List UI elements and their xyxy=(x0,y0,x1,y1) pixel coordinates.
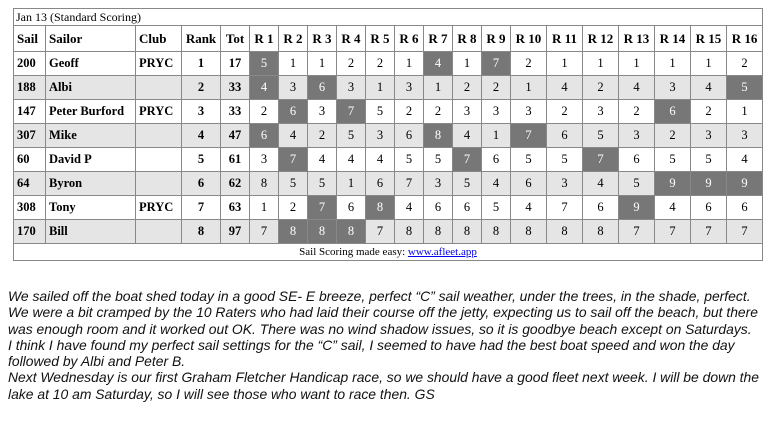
race-score-cell: 1 xyxy=(395,52,424,76)
race-score-cell: 4 xyxy=(453,124,482,148)
footer-cell xyxy=(14,244,763,261)
sailor-name-cell: David P xyxy=(46,148,136,172)
sail-number-cell: 200 xyxy=(14,52,46,76)
race-score-cell: 3 xyxy=(619,124,655,148)
sailor-name-cell: Albi xyxy=(46,76,136,100)
race-score-discarded-cell: 6 xyxy=(250,124,279,148)
race-score-cell: 8 xyxy=(482,220,511,244)
column-header: Tot xyxy=(221,26,250,52)
race-score-cell: 3 xyxy=(547,172,583,196)
race-score-cell: 1 xyxy=(511,76,547,100)
race-score-cell: 4 xyxy=(511,196,547,220)
race-score-cell: 3 xyxy=(655,76,691,100)
column-header: Rank xyxy=(182,26,221,52)
race-score-cell: 2 xyxy=(424,100,453,124)
race-score-cell: 8 xyxy=(250,172,279,196)
race-score-discarded-cell: 6 xyxy=(308,76,337,100)
column-header: R 9 xyxy=(482,26,511,52)
total-cell: 97 xyxy=(221,220,250,244)
club-cell: PRYC xyxy=(136,100,182,124)
total-cell: 33 xyxy=(221,76,250,100)
race-report xyxy=(8,288,760,402)
column-header: R 1 xyxy=(250,26,279,52)
club-cell xyxy=(136,124,182,148)
race-score-cell: 2 xyxy=(511,52,547,76)
race-score-cell: 2 xyxy=(308,124,337,148)
table-row xyxy=(14,76,763,100)
race-score-discarded-cell: 8 xyxy=(424,124,453,148)
race-score-cell: 3 xyxy=(727,124,763,148)
race-score-cell: 7 xyxy=(547,196,583,220)
column-header: R 10 xyxy=(511,26,547,52)
race-score-cell: 2 xyxy=(482,76,511,100)
race-score-cell: 8 xyxy=(395,220,424,244)
race-score-cell: 7 xyxy=(655,220,691,244)
race-score-cell: 5 xyxy=(424,148,453,172)
table-row xyxy=(14,52,763,76)
race-score-cell: 6 xyxy=(511,172,547,196)
race-score-cell: 5 xyxy=(453,172,482,196)
race-score-discarded-cell: 7 xyxy=(308,196,337,220)
race-score-cell: 3 xyxy=(482,100,511,124)
race-score-discarded-cell: 7 xyxy=(583,148,619,172)
race-score-cell: 2 xyxy=(279,196,308,220)
race-score-cell: 1 xyxy=(337,172,366,196)
race-score-cell: 4 xyxy=(366,148,395,172)
race-score-cell: 3 xyxy=(511,100,547,124)
race-score-cell: 3 xyxy=(250,148,279,172)
race-score-cell: 3 xyxy=(337,76,366,100)
rank-cell: 3 xyxy=(182,100,221,124)
table-row xyxy=(14,100,763,124)
race-score-cell: 1 xyxy=(691,52,727,76)
race-score-cell: 3 xyxy=(691,124,727,148)
race-score-cell: 1 xyxy=(453,52,482,76)
race-score-cell: 2 xyxy=(727,52,763,76)
column-header: R 2 xyxy=(279,26,308,52)
race-score-cell: 6 xyxy=(482,148,511,172)
rank-cell: 8 xyxy=(182,220,221,244)
race-score-cell: 5 xyxy=(337,124,366,148)
rank-cell: 7 xyxy=(182,196,221,220)
race-score-cell: 1 xyxy=(727,100,763,124)
race-score-cell: 2 xyxy=(250,100,279,124)
race-score-cell: 6 xyxy=(395,124,424,148)
results-table xyxy=(13,8,763,261)
race-score-cell: 5 xyxy=(482,196,511,220)
race-score-discarded-cell: 7 xyxy=(453,148,482,172)
sail-number-cell: 60 xyxy=(14,148,46,172)
afleet-link[interactable]: www.afleet.app xyxy=(407,246,477,258)
race-score-discarded-cell: 9 xyxy=(691,172,727,196)
race-score-cell: 7 xyxy=(691,220,727,244)
race-score-cell: 5 xyxy=(511,148,547,172)
column-header: R 5 xyxy=(366,26,395,52)
race-score-cell: 1 xyxy=(424,76,453,100)
race-score-cell: 8 xyxy=(453,220,482,244)
race-score-cell: 5 xyxy=(308,172,337,196)
race-score-cell: 6 xyxy=(727,196,763,220)
race-score-cell: 6 xyxy=(583,196,619,220)
rank-cell: 1 xyxy=(182,52,221,76)
column-header: Sail xyxy=(14,26,46,52)
race-score-discarded-cell: 7 xyxy=(511,124,547,148)
race-score-cell: 3 xyxy=(583,100,619,124)
race-score-cell: 1 xyxy=(583,52,619,76)
race-score-discarded-cell: 9 xyxy=(619,196,655,220)
race-score-cell: 5 xyxy=(366,100,395,124)
footer-text: Sail Scoring made easy: xyxy=(299,246,408,258)
sailor-name-cell: Peter Burford xyxy=(46,100,136,124)
race-score-cell: 2 xyxy=(366,52,395,76)
race-score-cell: 5 xyxy=(655,148,691,172)
race-score-cell: 6 xyxy=(453,196,482,220)
race-score-discarded-cell: 6 xyxy=(655,100,691,124)
race-score-cell: 4 xyxy=(395,196,424,220)
club-cell xyxy=(136,220,182,244)
total-cell: 17 xyxy=(221,52,250,76)
race-score-cell: 1 xyxy=(366,76,395,100)
race-score-cell: 8 xyxy=(583,220,619,244)
race-score-cell: 3 xyxy=(395,76,424,100)
caption-row xyxy=(14,9,763,26)
table-row xyxy=(14,124,763,148)
race-score-cell: 5 xyxy=(691,148,727,172)
race-score-cell: 6 xyxy=(366,172,395,196)
column-header: R 6 xyxy=(395,26,424,52)
race-score-cell: 6 xyxy=(337,196,366,220)
race-score-cell: 5 xyxy=(547,148,583,172)
race-score-cell: 6 xyxy=(547,124,583,148)
race-score-cell: 5 xyxy=(583,124,619,148)
race-score-discarded-cell: 8 xyxy=(279,220,308,244)
race-score-cell: 1 xyxy=(655,52,691,76)
rank-cell: 4 xyxy=(182,124,221,148)
race-score-cell: 8 xyxy=(511,220,547,244)
race-score-cell: 1 xyxy=(250,196,279,220)
race-score-cell: 4 xyxy=(279,124,308,148)
club-cell: PRYC xyxy=(136,52,182,76)
header-row xyxy=(14,26,763,52)
race-score-discarded-cell: 4 xyxy=(250,76,279,100)
total-cell: 62 xyxy=(221,172,250,196)
report-paragraph: I think I have found my perfect sail settings for the “C” sail, I seemed to have had the best boat speed and won the day followed by Albi and Peter B. xyxy=(8,336,735,370)
race-score-cell: 5 xyxy=(279,172,308,196)
race-score-cell: 1 xyxy=(279,52,308,76)
sailor-name-cell: Bill xyxy=(46,220,136,244)
sailor-name-cell: Tony xyxy=(46,196,136,220)
race-score-cell: 2 xyxy=(583,76,619,100)
race-score-cell: 4 xyxy=(308,148,337,172)
race-score-cell: 4 xyxy=(727,148,763,172)
club-cell xyxy=(136,76,182,100)
column-header: R 14 xyxy=(655,26,691,52)
column-header: R 13 xyxy=(619,26,655,52)
column-header: R 4 xyxy=(337,26,366,52)
race-score-cell: 4 xyxy=(337,148,366,172)
total-cell: 47 xyxy=(221,124,250,148)
race-score-discarded-cell: 4 xyxy=(424,52,453,76)
race-score-discarded-cell: 7 xyxy=(337,100,366,124)
report-paragraph: Next Wednesday is our first Graham Fletcher Handicap race, so we should have a good fleet next week. I will be down the lake at 10 am Saturday, so I will see those who want to race then. GS xyxy=(8,369,759,402)
race-score-cell: 1 xyxy=(482,124,511,148)
sailor-name-cell: Mike xyxy=(46,124,136,148)
column-header: R 7 xyxy=(424,26,453,52)
column-header: Club xyxy=(136,26,182,52)
race-score-cell: 3 xyxy=(453,100,482,124)
race-score-cell: 4 xyxy=(691,76,727,100)
column-header: R 3 xyxy=(308,26,337,52)
race-score-discarded-cell: 5 xyxy=(250,52,279,76)
table-row xyxy=(14,172,763,196)
race-score-cell: 7 xyxy=(250,220,279,244)
race-score-cell: 3 xyxy=(366,124,395,148)
table-row xyxy=(14,148,763,172)
race-score-cell: 2 xyxy=(395,100,424,124)
race-score-cell: 3 xyxy=(308,100,337,124)
race-score-cell: 2 xyxy=(453,76,482,100)
sail-number-cell: 64 xyxy=(14,172,46,196)
race-score-cell: 2 xyxy=(547,100,583,124)
table-row xyxy=(14,196,763,220)
race-score-cell: 6 xyxy=(691,196,727,220)
race-score-cell: 5 xyxy=(395,148,424,172)
club-cell xyxy=(136,172,182,196)
race-score-cell: 6 xyxy=(424,196,453,220)
race-score-cell: 5 xyxy=(619,172,655,196)
race-score-cell: 1 xyxy=(308,52,337,76)
sail-number-cell: 188 xyxy=(14,76,46,100)
race-score-cell: 4 xyxy=(619,76,655,100)
race-score-cell: 7 xyxy=(727,220,763,244)
race-score-cell: 4 xyxy=(547,76,583,100)
club-cell: PRYC xyxy=(136,196,182,220)
column-header: R 12 xyxy=(583,26,619,52)
race-score-discarded-cell: 7 xyxy=(279,148,308,172)
race-score-cell: 8 xyxy=(424,220,453,244)
column-header: R 15 xyxy=(691,26,727,52)
race-score-cell: 6 xyxy=(619,148,655,172)
race-score-cell: 8 xyxy=(547,220,583,244)
total-cell: 63 xyxy=(221,196,250,220)
rank-cell: 2 xyxy=(182,76,221,100)
column-header: R 16 xyxy=(727,26,763,52)
sailor-name-cell: Geoff xyxy=(46,52,136,76)
total-cell: 33 xyxy=(221,100,250,124)
race-score-discarded-cell: 6 xyxy=(279,100,308,124)
report-paragraph: We sailed off the boat shed today in a good SE- E breeze, perfect “C” sail weather, under the trees, in the shade, perfect. We were a bit cramped by the 10 Raters who had laid their course off the jetty, expecting us to sail off the beach, but there was enough room and it worked out OK. There was no wind shadow issues, so it is goodbye beach except on Saturdays. xyxy=(8,288,758,337)
race-score-discarded-cell: 7 xyxy=(482,52,511,76)
sail-number-cell: 170 xyxy=(14,220,46,244)
club-cell xyxy=(136,148,182,172)
race-score-cell: 7 xyxy=(366,220,395,244)
column-header: R 8 xyxy=(453,26,482,52)
race-score-discarded-cell: 9 xyxy=(655,172,691,196)
race-score-cell: 2 xyxy=(337,52,366,76)
race-score-cell: 1 xyxy=(547,52,583,76)
table-caption: Jan 13 (Standard Scoring) xyxy=(14,9,763,26)
race-score-cell: 3 xyxy=(279,76,308,100)
race-score-cell: 2 xyxy=(619,100,655,124)
column-header: R 11 xyxy=(547,26,583,52)
sail-number-cell: 307 xyxy=(14,124,46,148)
column-header: Sailor xyxy=(46,26,136,52)
race-score-cell: 2 xyxy=(655,124,691,148)
sail-number-cell: 147 xyxy=(14,100,46,124)
sail-number-cell: 308 xyxy=(14,196,46,220)
race-score-discarded-cell: 8 xyxy=(308,220,337,244)
race-score-discarded-cell: 8 xyxy=(366,196,395,220)
footer-row xyxy=(14,244,763,261)
total-cell: 61 xyxy=(221,148,250,172)
table-row xyxy=(14,220,763,244)
race-score-cell: 7 xyxy=(395,172,424,196)
race-score-cell: 4 xyxy=(655,196,691,220)
race-score-cell: 1 xyxy=(619,52,655,76)
race-score-discarded-cell: 8 xyxy=(337,220,366,244)
race-score-cell: 2 xyxy=(691,100,727,124)
race-score-cell: 7 xyxy=(619,220,655,244)
race-score-cell: 3 xyxy=(424,172,453,196)
sailor-name-cell: Byron xyxy=(46,172,136,196)
race-score-discarded-cell: 5 xyxy=(727,76,763,100)
race-score-cell: 4 xyxy=(583,172,619,196)
race-score-discarded-cell: 9 xyxy=(727,172,763,196)
race-score-cell: 4 xyxy=(482,172,511,196)
rank-cell: 5 xyxy=(182,148,221,172)
rank-cell: 6 xyxy=(182,172,221,196)
